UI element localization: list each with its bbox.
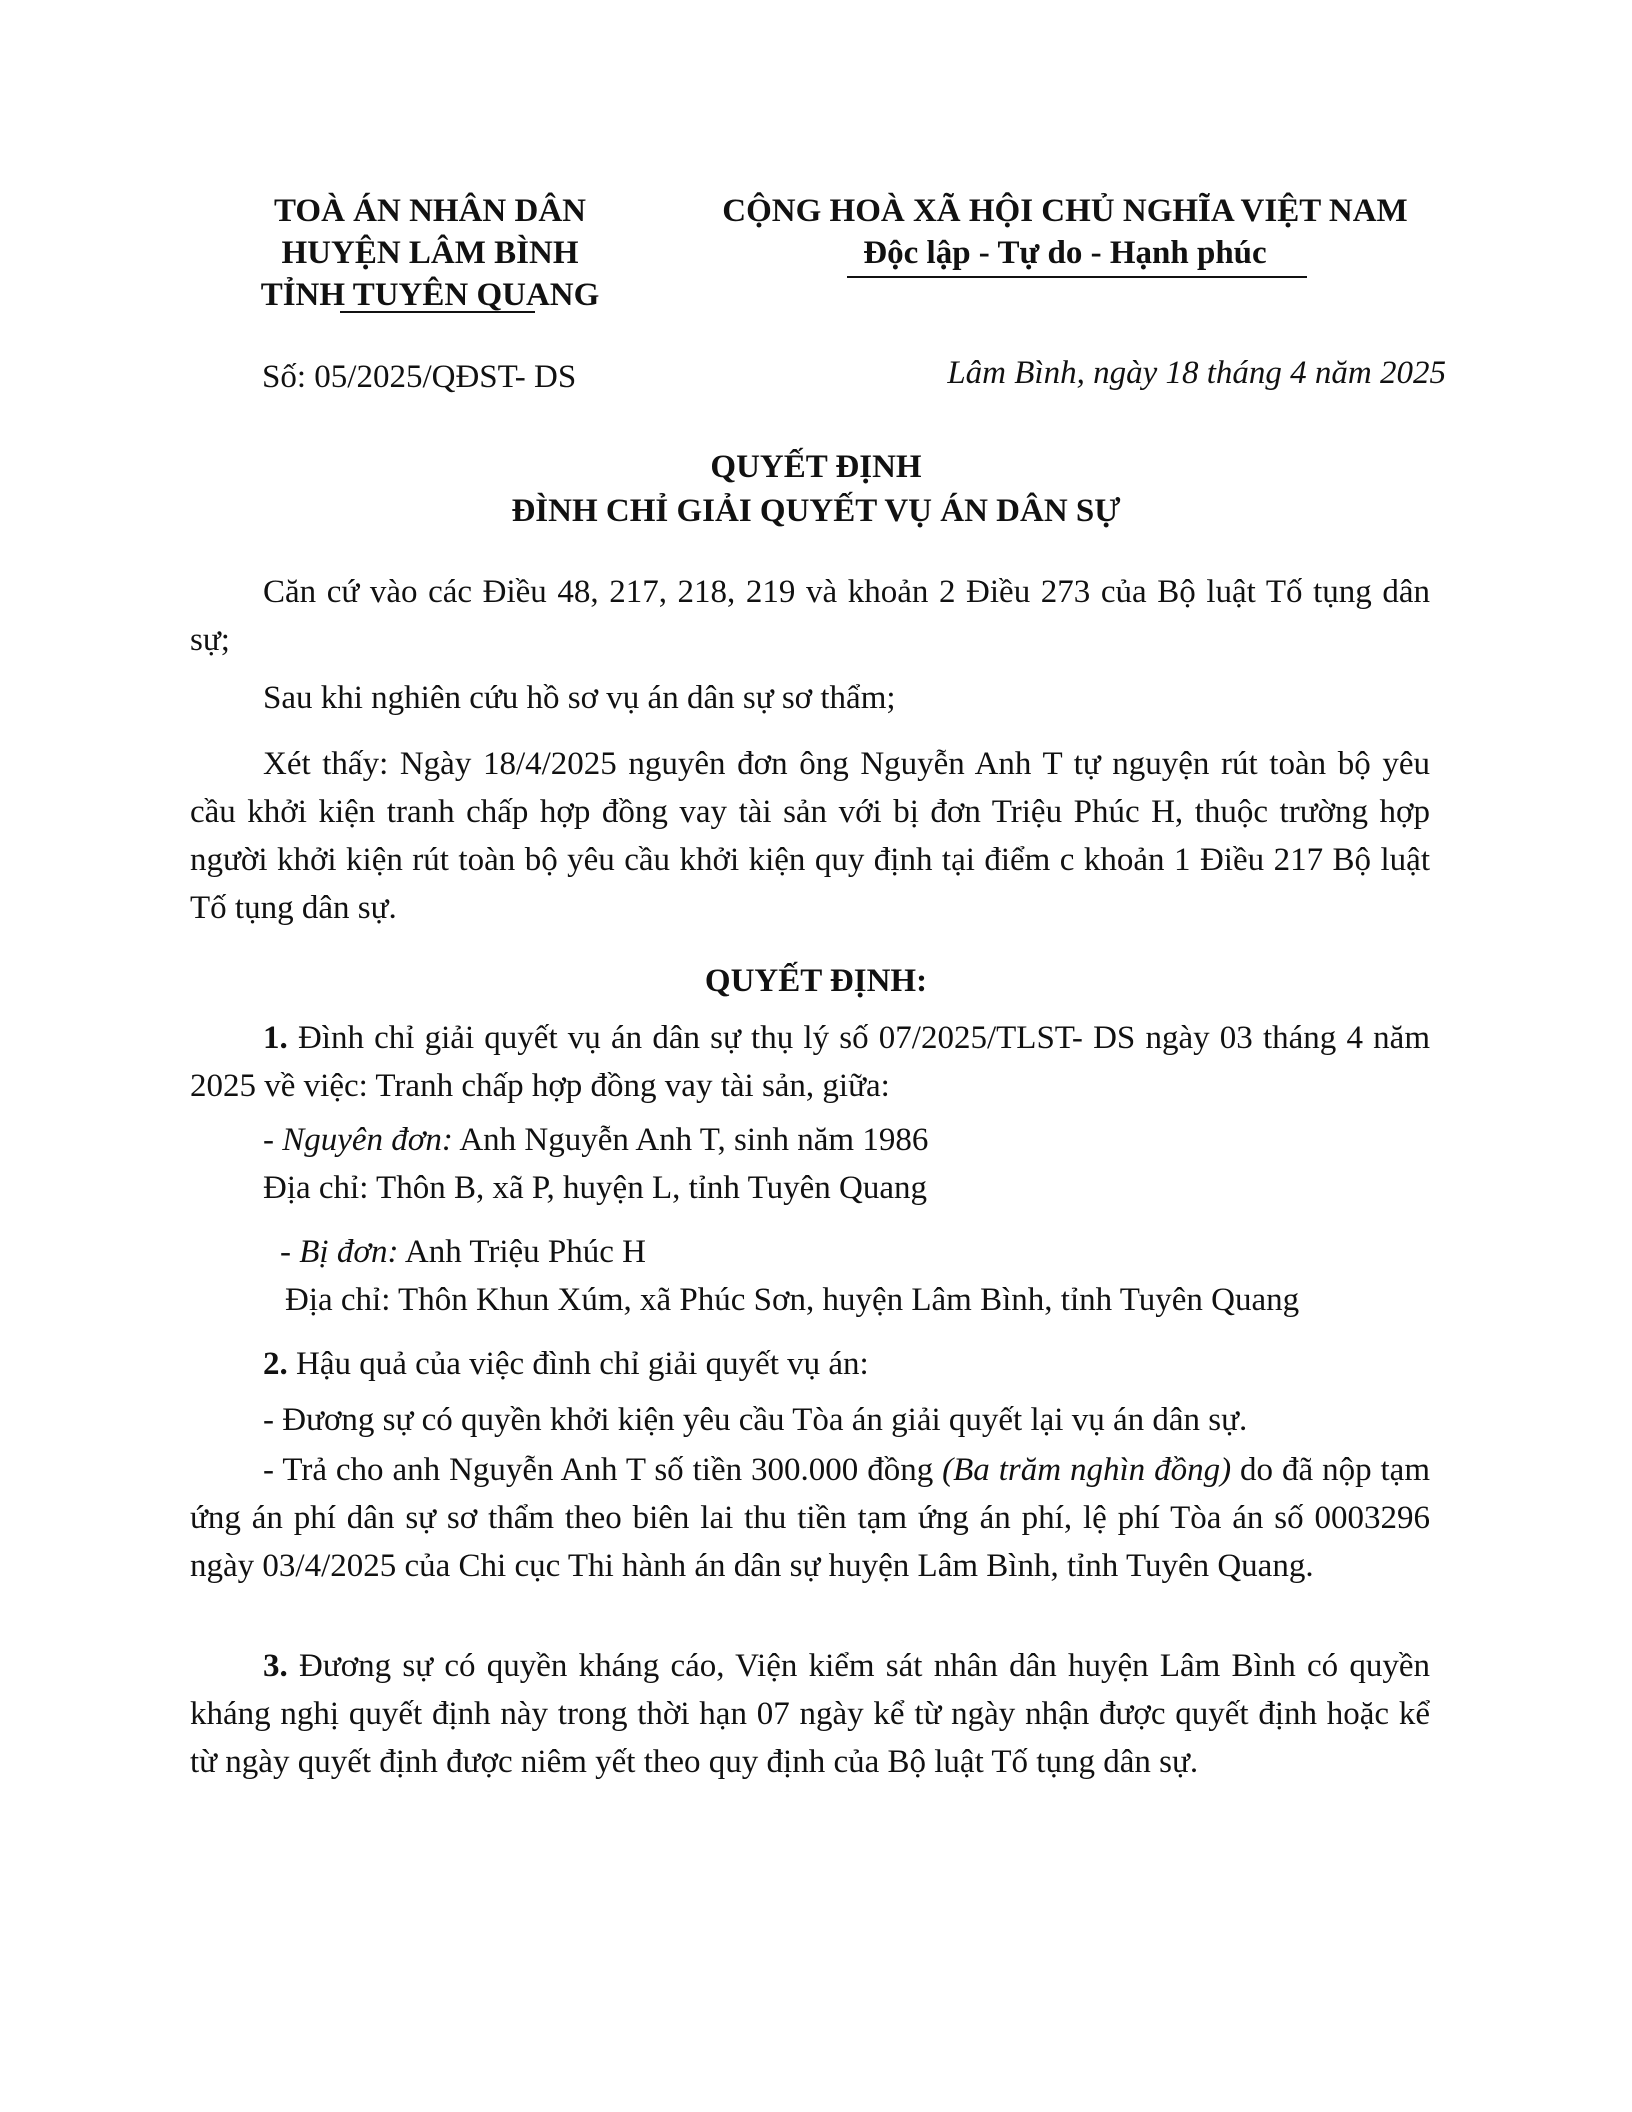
- defendant-dash: -: [280, 1234, 300, 1270]
- item-1-text: Đình chỉ giải quyết vụ án dân sự thụ lý số 07/2025/TLST- DS ngày 03 tháng 4 năm 2025 về việc: Tranh chấp hợp đồng vay tài sản, giữa:: [190, 1020, 1430, 1104]
- decision-item-3: [190, 1642, 1430, 1786]
- court-name-line1: TOÀ ÁN NHÂN DÂN: [274, 193, 586, 229]
- defendant-value: Anh Triệu Phúc H: [398, 1234, 646, 1270]
- defendant-line: [280, 1228, 1440, 1276]
- national-header-block: [690, 190, 1440, 274]
- item-2-bullet-1: - Đương sự có quyền khởi kiện yêu cầu Tòa án giải quyết lại vụ án dân sự.: [263, 1402, 1248, 1438]
- place-date: Lâm Bình, ngày 18 tháng 4 năm 2025: [947, 355, 1446, 391]
- item-3-text: Đương sự có quyền kháng cáo, Viện kiểm sát nhân dân huyện Lâm Bình có quyền kháng nghị quyết định này trong thời hạn 07 ngày kể từ ngày nhận được quyết định hoặc kể từ ngày quyết định được niêm yết theo quy định của Bộ luật Tố tụng dân sự.: [190, 1648, 1430, 1780]
- item-3-number: 3.: [263, 1648, 288, 1684]
- item-2-number: 2.: [263, 1346, 288, 1382]
- study-paragraph: Sau khi nghiên cứu hồ sơ vụ án dân sự sơ thẩm;: [263, 680, 896, 716]
- document-number: Số: 05/2025/QĐST- DS: [262, 359, 577, 395]
- refund-amount-words: (Ba trăm nghìn đồng): [942, 1452, 1232, 1488]
- decision-item-2: [190, 1340, 1430, 1388]
- national-title: CỘNG HOÀ XÃ HỘI CHỦ NGHĨA VIỆT NAM: [722, 193, 1408, 229]
- court-name-underline: [340, 311, 535, 313]
- defendant-label: Bị đơn:: [299, 1234, 399, 1270]
- court-name-line2: HUYỆN LÂM BÌNH: [281, 235, 579, 271]
- decision-heading: QUYẾT ĐỊNH:: [704, 963, 928, 999]
- decision-item-1: [190, 1014, 1430, 1110]
- decision-title: QUYẾT ĐỊNH: [710, 449, 922, 485]
- considering-paragraph: Xét thấy: Ngày 18/4/2025 nguyên đơn ông Nguyễn Anh T tự nguyện rút toàn bộ yêu cầu khởi kiện tranh chấp hợp đồng vay tài sản với bị đơn Triệu Phúc H, thuộc trường hợp người khởi kiện rút toàn bộ yêu cầu khởi kiện quy định tại điểm c khoản 1 Điều 217 Bộ luật Tố tụng dân sự.: [190, 746, 1430, 926]
- item-2-bullet-2: [190, 1446, 1430, 1590]
- plaintiff-line: [190, 1116, 1430, 1164]
- plaintiff-dash: -: [263, 1122, 283, 1158]
- motto-underline: [847, 276, 1307, 278]
- legal-basis-paragraph: Căn cứ vào các Điều 48, 217, 218, 219 và khoản 2 Điều 273 của Bộ luật Tố tụng dân sự;: [190, 574, 1430, 658]
- plaintiff-address: Địa chỉ: Thôn B, xã P, huyện L, tỉnh Tuyên Quang: [263, 1170, 927, 1206]
- court-name-line3: TỈNH TUYÊN QUANG: [260, 277, 600, 313]
- refund-text-start: - Trả cho anh Nguyễn Anh T số tiền 300.000 đồng: [263, 1452, 943, 1488]
- plaintiff-label: Nguyên đơn:: [282, 1122, 453, 1158]
- defendant-address: Địa chỉ: Thôn Khun Xúm, xã Phúc Sơn, huyện Lâm Bình, tỉnh Tuyên Quang: [285, 1282, 1300, 1318]
- item-1-number: 1.: [263, 1020, 288, 1056]
- item-2-text: Hậu quả của việc đình chỉ giải quyết vụ án:: [287, 1346, 869, 1382]
- refund-text-end: do đã nộp tạm ứng án phí dân sự sơ thẩm theo biên lai thu tiền tạm ứng án phí, lệ phí Tòa án số 0003296 ngày 03/4/2025 của Chi cục Thi hành án dân sự huyện Lâm Bình, tỉnh Tuyên Quang.: [190, 1452, 1430, 1584]
- plaintiff-value: Anh Nguyễn Anh T, sinh năm 1986: [452, 1122, 929, 1158]
- court-name-block: [230, 190, 630, 316]
- decision-subtitle: ĐÌNH CHỈ GIẢI QUYẾT VỤ ÁN DÂN SỰ: [511, 493, 1121, 529]
- national-motto: Độc lập - Tự do - Hạnh phúc: [863, 235, 1267, 271]
